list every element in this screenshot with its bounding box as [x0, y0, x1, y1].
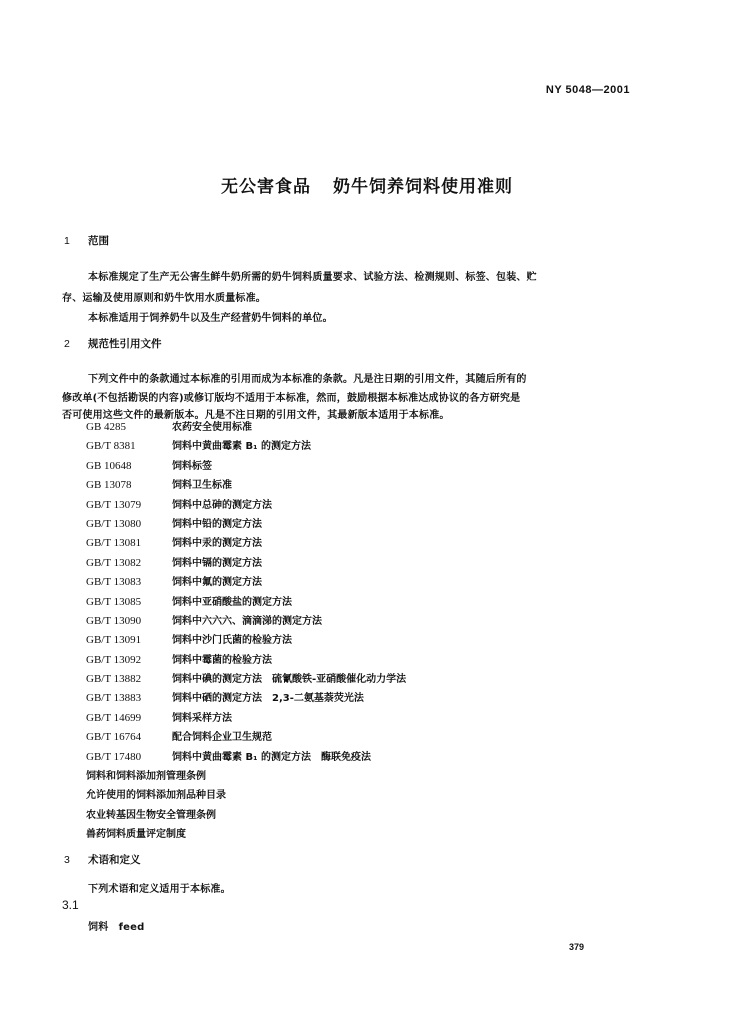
reference-item	[86, 786, 646, 805]
reference-item	[86, 728, 646, 747]
section-2-heading	[64, 336, 162, 351]
section-title: 术语和定义	[88, 854, 141, 866]
reference-title: 饲料中汞的测定方法	[172, 538, 262, 550]
reference-code: GB/T 13882	[86, 673, 142, 686]
reference-item	[86, 496, 646, 515]
reference-item	[86, 806, 646, 825]
reference-code: GB/T 13090	[86, 614, 142, 627]
reference-title: 饲料中沙门氏菌的检验方法	[172, 635, 292, 647]
reference-title: 饲料中铅的测定方法	[172, 518, 262, 530]
reference-item	[86, 689, 646, 708]
reference-title: 饲料中黄曲霉素 B₁ 的测定方法	[172, 441, 311, 453]
reference-title: 饲料中霉菌的检验方法	[172, 654, 272, 666]
document-title	[0, 172, 734, 197]
scope-para-1-line-1: 本标准规定了生产无公害生鲜牛奶所需的奶牛饲料质量要求、试验方法、检测规则、标签、包装、贮	[88, 272, 537, 283]
reference-title: 饲料和饲料添加剂管理条例	[86, 771, 206, 783]
reference-title: 饲料采样方法	[172, 712, 232, 724]
reference-title: 允许使用的饲料添加剂品种目录	[86, 790, 226, 802]
reference-code: GB 13078	[86, 479, 132, 492]
reference-title: 饲料中氟的测定方法	[172, 577, 262, 589]
reference-item	[86, 554, 646, 573]
reference-item	[86, 534, 646, 553]
reference-code: GB/T 13081	[86, 537, 142, 550]
reference-title: 饲料卫生标准	[172, 480, 232, 492]
section-number: 1	[64, 235, 70, 247]
normative-intro-line-3: 否可使用这些文件的最新版本。凡是不注日期的引用文件，其最新版本适用于本标准。	[62, 410, 450, 421]
reference-item	[86, 748, 646, 767]
reference-code: GB/T 13082	[86, 556, 142, 569]
reference-title: 饲料中六六六、滴滴涕的测定方法	[172, 615, 322, 627]
section-1-heading	[64, 233, 109, 248]
reference-title: 农药安全使用标准	[172, 422, 252, 433]
reference-item	[86, 418, 646, 437]
reference-title: 饲料中碘的测定方法 硫氰酸铁-亚硝酸催化动力学法	[172, 674, 407, 686]
reference-code: GB/T 13883	[86, 692, 142, 705]
reference-code: GB/T 14699	[86, 711, 142, 724]
reference-list	[86, 418, 646, 845]
reference-title: 兽药饲料质量评定制度	[86, 829, 186, 841]
reference-item	[86, 476, 646, 495]
normative-intro-line-2: 修改单(不包括勘误的内容)或修订版均不适用于本标准，然而，鼓励根据本标准达成协议的各方研究是	[62, 393, 521, 404]
reference-code: GB/T 16764	[86, 731, 142, 744]
reference-item	[86, 515, 646, 534]
section-number: 2	[64, 338, 70, 350]
reference-item	[86, 709, 646, 728]
reference-title: 配合饲料企业卫生规范	[172, 732, 272, 744]
reference-item	[86, 631, 646, 650]
reference-code: GB/T 13092	[86, 653, 142, 666]
reference-item	[86, 437, 646, 456]
section-3-heading	[64, 852, 141, 867]
reference-code: GB/T 13080	[86, 517, 142, 530]
reference-title: 农业转基因生物安全管理条例	[86, 809, 216, 821]
reference-item	[86, 457, 646, 476]
reference-title: 饲料中镉的测定方法	[172, 557, 262, 569]
reference-item	[86, 767, 646, 786]
reference-title: 饲料中亚硝酸盐的测定方法	[172, 596, 292, 608]
scope-para-1-line-2: 存、运输及使用原则和奶牛饮用水质量标准。	[62, 293, 266, 304]
reference-item	[86, 825, 646, 844]
term-entry: 饲料 feed	[88, 922, 145, 933]
standard-code: NY 5048—2001	[545, 84, 630, 96]
reference-title: 饲料中黄曲霉素 B₁ 的测定方法 酶联免疫法	[172, 751, 371, 763]
reference-item	[86, 612, 646, 631]
section-number: 3	[64, 854, 70, 866]
reference-title: 饲料中总砷的测定方法	[172, 499, 272, 511]
terms-intro: 下列术语和定义适用于本标准。	[88, 884, 231, 895]
normative-intro-line-1: 下列文件中的条款通过本标准的引用而成为本标准的条款。凡是注日期的引用文件，其随后所有的	[88, 374, 527, 385]
reference-item	[86, 651, 646, 670]
reference-code: GB/T 17480	[86, 750, 142, 763]
reference-code: GB/T 13079	[86, 498, 142, 511]
page-number: 379	[568, 942, 584, 952]
title-part-2: 奶牛饲养饲料使用准则	[333, 177, 513, 197]
reference-code: GB/T 8381	[86, 440, 136, 453]
reference-title: 饲料中硒的测定方法 2,3-二氨基萘荧光法	[172, 693, 364, 705]
section-title: 范围	[88, 235, 109, 247]
title-part-1: 无公害食品	[221, 177, 311, 197]
reference-item	[86, 593, 646, 612]
reference-code: GB 4285	[86, 421, 127, 433]
reference-title: 饲料标签	[172, 460, 212, 472]
reference-code: GB/T 13091	[86, 634, 142, 647]
reference-item	[86, 573, 646, 592]
reference-code: GB/T 13083	[86, 576, 142, 589]
reference-item	[86, 670, 646, 689]
reference-code: GB 10648	[86, 459, 132, 472]
scope-para-2: 本标准适用于饲养奶牛以及生产经营奶牛饲料的单位。	[88, 313, 333, 324]
reference-code: GB/T 13085	[86, 595, 142, 608]
section-title: 规范性引用文件	[88, 338, 162, 350]
clause-number: 3.1	[62, 898, 79, 912]
